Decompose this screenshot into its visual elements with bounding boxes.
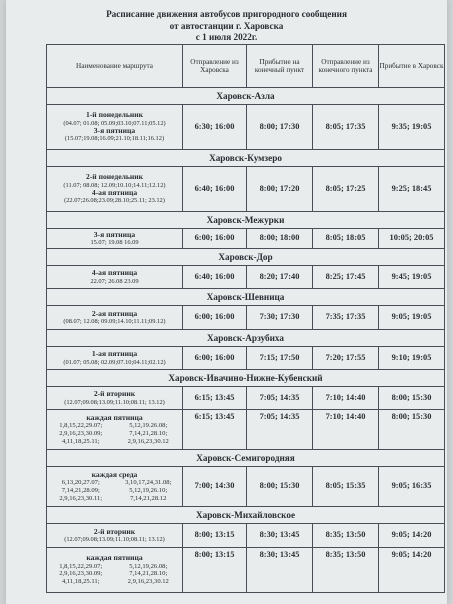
depart-kharovsk-time: 6:00; 16:00 — [183, 229, 247, 249]
section-row — [47, 450, 445, 467]
route-name: Харовск-Дор — [47, 249, 445, 266]
header-row — [47, 45, 445, 88]
days-label: 4-ая пятница — [91, 188, 138, 197]
dates-list: (12.07;09.08;13.09;11.10;08.11; 13.12) — [64, 536, 165, 543]
schedule-days — [47, 387, 183, 410]
route-name: Харовск-Семигородняя — [47, 450, 445, 467]
depart-terminal-time: 7:20; 17:55 — [313, 347, 379, 370]
dates-cell: 5,12,19,26.08; — [129, 562, 168, 570]
schedule-days — [47, 548, 183, 593]
dates-cell: 7,14,21,28.10; — [129, 570, 168, 578]
arrive-terminal-time: 7:15; 17:50 — [247, 347, 313, 370]
days-label: 4-ая пятница — [91, 268, 138, 278]
schedule-row — [47, 105, 445, 150]
schedule-table — [46, 44, 445, 593]
route-name: Харовск-Михайловское — [47, 507, 445, 524]
section-row — [47, 330, 445, 347]
days-label: 2-й вторник — [93, 526, 136, 536]
arrive-kharovsk-time: 9:05; 16:35 — [379, 467, 445, 507]
arrive-kharovsk-time: 10:05; 20:05 — [379, 229, 445, 249]
days-label: каждая пятница — [86, 553, 143, 563]
schedule-days — [47, 347, 183, 370]
dates-cell: 3,10,17,24,31.08; — [125, 479, 172, 487]
dates-cell: 5,12,19,26.10; — [129, 486, 168, 494]
depart-terminal-time: 8:05; 17:35 — [313, 105, 379, 150]
days-label: 3-я пятница — [93, 126, 136, 135]
schedule-row — [47, 410, 445, 450]
arrive-kharovsk-time: 9:45; 19:05 — [379, 266, 445, 289]
dates-cell: 4,11,18,25.11; — [61, 437, 100, 445]
depart-terminal-time: 7:10; 14:40 — [313, 387, 379, 410]
schedule-days — [47, 229, 183, 249]
route-name: Харовск-Межурки — [47, 212, 445, 229]
schedule-row — [47, 167, 445, 212]
days-label: 2-й понедельник — [85, 172, 144, 182]
dates-cell: 7,14,21,28.09; — [61, 486, 100, 494]
schedule-days — [47, 167, 183, 212]
dates-grid — [47, 563, 182, 586]
dates-cell: 7,14,21,28.12 — [130, 494, 167, 502]
dates-cell: 1,8,15,22,29.07; — [59, 422, 103, 430]
dates-list: (12.07;09.08;13.09;11.10;08.11; 13.12) — [64, 398, 165, 406]
days-label: 2-й вторник — [93, 389, 136, 399]
arrive-kharovsk-time: 9:35; 19:05 — [379, 105, 445, 150]
arrive-terminal-time: 8:00; 17:30 — [247, 105, 313, 150]
schedule-days — [47, 410, 183, 450]
dates-grid — [47, 479, 182, 502]
section-row — [47, 249, 445, 266]
days-label: каждая среда — [91, 469, 138, 479]
days-label: 3-я пятница — [93, 229, 136, 239]
dates-cell: 2,9,16,23,30.11; — [59, 494, 103, 502]
header-route: Наименование маршрута — [47, 45, 183, 88]
schedule-body — [47, 88, 445, 593]
schedule-days — [47, 524, 183, 548]
depart-kharovsk-time: 6:00; 16:00 — [183, 306, 247, 330]
dates-list: 15.07; 19.08 16.09 — [90, 239, 139, 246]
arrive-terminal-time: 8:30; 13:45 — [247, 524, 313, 548]
dates-list: (15.07;19.08;16.09;21.10;18.11;16.12) — [64, 135, 165, 143]
depart-terminal-time: 8:05; 18:05 — [313, 229, 379, 249]
depart-terminal-time: 8:35; 13:50 — [313, 524, 379, 548]
arrive-terminal-time: 8:20; 17:40 — [247, 266, 313, 289]
dates-cell: 5,12,19.26.08; — [129, 422, 168, 430]
dates-grid — [47, 422, 182, 445]
schedule-row — [47, 548, 445, 593]
depart-kharovsk-time: 6:00; 16:00 — [183, 347, 247, 370]
arrive-terminal-time: 7:05; 14:35 — [247, 410, 313, 450]
route-name: Харовск-Кумзеро — [47, 150, 445, 167]
route-name: Харовск-Шевница — [47, 289, 445, 306]
document-page — [6, 0, 447, 604]
arrive-kharovsk-time: 9:05; 14:20 — [379, 524, 445, 548]
depart-terminal-time: 8:05; 17:25 — [313, 167, 379, 212]
depart-kharovsk-time: 6:30; 16:00 — [183, 105, 247, 150]
days-label: 2-ая пятница — [91, 308, 138, 318]
depart-kharovsk-time: 7:00; 14:30 — [183, 467, 247, 507]
dates-cell: 2,9,16,23,30.09; — [59, 570, 103, 578]
arrive-terminal-time: 8:30; 13:45 — [247, 548, 313, 593]
arrive-kharovsk-time: 9:05; 19:05 — [379, 306, 445, 330]
arrive-terminal-time: 8:00; 15:30 — [247, 467, 313, 507]
days-label: каждая пятница — [86, 412, 143, 422]
route-name: Харовск-Арзубиха — [47, 330, 445, 347]
depart-kharovsk-time: 6:40; 16:00 — [183, 266, 247, 289]
dates-cell: 4,11,18,25.11; — [61, 578, 100, 585]
schedule-days — [47, 306, 183, 330]
depart-kharovsk-time: 8:00; 13:15 — [183, 524, 247, 548]
dates-cell: 2,9,16,23,30.12 — [127, 578, 169, 585]
schedule-row — [47, 266, 445, 289]
title-line-2: от автостанции г. Харовска — [169, 20, 284, 31]
depart-kharovsk-time: 6:15; 13:45 — [183, 387, 247, 410]
dates-list: (04.07; 01.08; 05.09;03.10;07.11;05.12) — [63, 119, 166, 127]
schedule-days — [47, 266, 183, 289]
arrive-terminal-time: 8:00; 18:00 — [247, 229, 313, 249]
dates-list: (22.07;26.08;23.09;28.10;25.11; 23.12) — [64, 197, 165, 205]
section-row — [47, 150, 445, 167]
document-title — [6, 9, 447, 44]
schedule-row — [47, 387, 445, 410]
dates-list: (01.07; 05.08; 02.09;07.10;04.11;02.12) — [63, 358, 166, 366]
arrive-kharovsk-time: 9:10; 19:05 — [379, 347, 445, 370]
arrive-kharovsk-time: 9:25; 18:45 — [379, 167, 445, 212]
schedule-days — [47, 467, 183, 507]
header-arrive-kharovsk: Прибытие в Харовск — [379, 45, 445, 88]
section-row — [47, 507, 445, 524]
dates-cell: 7,14,21,28.10; — [129, 429, 168, 437]
section-row — [47, 88, 445, 105]
arrive-terminal-time: 7:05; 14:35 — [247, 387, 313, 410]
header-arrive-terminal: Прибытие на конечный пункт — [247, 45, 313, 88]
depart-terminal-time: 7:35; 17:35 — [313, 306, 379, 330]
route-name: Харовск-Ивачино-Нижне-Кубенский — [47, 370, 445, 387]
section-row — [47, 212, 445, 229]
depart-terminal-time: 8:25; 17:45 — [313, 266, 379, 289]
schedule-row — [47, 347, 445, 370]
dates-list: (08.07; 12.08; 09.09;14.10;11.11;09.12) — [63, 318, 166, 325]
depart-terminal-time: 7:10; 14:40 — [313, 410, 379, 450]
depart-kharovsk-time: 8:00; 13:15 — [183, 548, 247, 593]
arrive-kharovsk-time: 9:05; 14:20 — [379, 548, 445, 593]
depart-kharovsk-time: 6:40; 16:00 — [183, 167, 247, 212]
route-name: Харовск-Азла — [47, 88, 445, 105]
schedule-row — [47, 306, 445, 330]
arrive-terminal-time: 7:30; 17:30 — [247, 306, 313, 330]
arrive-kharovsk-time: 8:00; 15:30 — [379, 410, 445, 450]
dates-cell: 6,13,20,27.07; — [61, 479, 100, 487]
header-depart-kharovsk: Отправление из Харовска — [183, 45, 247, 88]
section-row — [47, 289, 445, 306]
dates-cell: 2,9,16,23,30.12 — [127, 437, 169, 445]
schedule-days — [47, 105, 183, 150]
depart-terminal-time: 8:05; 15:35 — [313, 467, 379, 507]
schedule-row — [47, 467, 445, 507]
header-depart-terminal: Отправление из конечного пункта — [313, 45, 379, 88]
dates-cell: 2,9,16,23,30.09; — [59, 429, 103, 437]
section-row — [47, 370, 445, 387]
title-line-1: Расписание движения автобусов пригородного сообщения — [106, 9, 347, 19]
depart-terminal-time: 8:35; 13:50 — [313, 548, 379, 593]
dates-list: (11.07; 08.08; 12.09;10.10;14.11;12.12) — [63, 181, 166, 189]
days-label: 1-ая пятница — [91, 349, 138, 359]
arrive-terminal-time: 8:00; 17:20 — [247, 167, 313, 212]
arrive-kharovsk-time: 8:00; 15:30 — [379, 387, 445, 410]
days-label: 1-й понедельник — [85, 110, 144, 120]
dates-cell: 1,8,15,22,29.07; — [59, 562, 103, 570]
depart-kharovsk-time: 6:15; 13:45 — [183, 410, 247, 450]
schedule-row — [47, 229, 445, 249]
title-line-3: с 1 июля 2022г. — [195, 32, 258, 42]
dates-list: 22.07; 26.08 23.09 — [90, 277, 139, 285]
schedule-row — [47, 524, 445, 548]
